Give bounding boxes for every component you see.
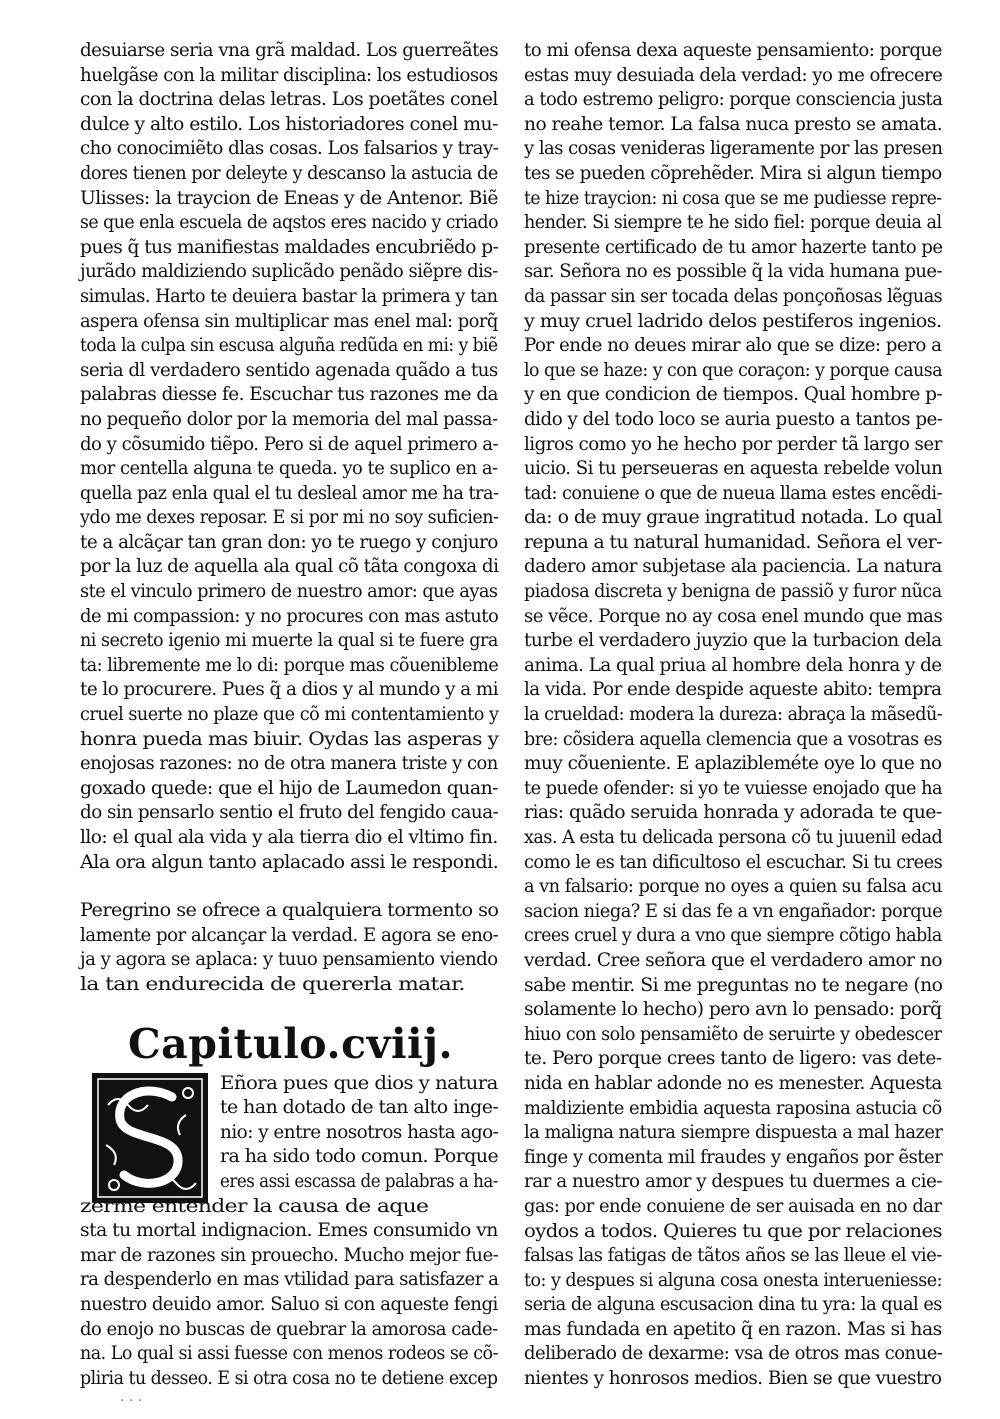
text-line: y muy cruel ladrido delos pestiferos ingenios. bbox=[524, 309, 942, 332]
text-line: oydos a todos. Quieres tu que por relaciones bbox=[524, 1219, 942, 1242]
chapter-summary bbox=[80, 898, 498, 996]
chapter-full-lines bbox=[80, 1194, 498, 1391]
text-line: seria de alguna escusacion dina tu yra: la qual es bbox=[524, 1293, 942, 1316]
text-line: sar. Señora no es possible q̃ la vida humana pue- bbox=[524, 260, 943, 283]
text-line: cruel suerte no plaze que cõ mi contentamiento y bbox=[80, 703, 499, 726]
text-line: do sin pensarlo sentio el fruto del fengido caua- bbox=[80, 801, 499, 824]
text-line: muy cõueniente. E aplazibleméte oye lo que no bbox=[524, 752, 942, 775]
text-line: pliria tu desseo. E si otra cosa no te detiene excep bbox=[80, 1366, 498, 1389]
text-line: nuestro deuido amor. Saluo si con aqueste fengi bbox=[80, 1292, 498, 1315]
text-line: mor centella alguna te queda. yo te suplico en a- bbox=[80, 457, 498, 480]
text-line: lamente por alcançar la verdad. E agora se eno- bbox=[80, 923, 499, 946]
text-line: Peregrino se ofrece a qualquiera tormento so bbox=[80, 899, 499, 922]
text-line: te han dotado de tan alto inge- bbox=[220, 1096, 499, 1119]
text-line: se vẽce. Porque no ay cosa enel mundo que mas bbox=[524, 604, 943, 627]
text-line: ra ha sido todo comun. Porque bbox=[220, 1145, 499, 1168]
text-line: te lo procurere. Pues q̃ a dios y al mundo y a mi bbox=[80, 678, 499, 701]
text-line: llo: el qual ala vida y ala tierra dio el vltimo fin. bbox=[80, 826, 498, 848]
text-line: eres assi escassa de palabras a ha- bbox=[220, 1169, 498, 1192]
text-line: do enojo no buscas de quebrar la amorosa cade- bbox=[80, 1317, 498, 1340]
text-line: da passar sin ser tocada delas ponçoñosas lẽguas bbox=[524, 284, 943, 307]
text-line: ni secreto igenio mi muerte la qual si te fuere gra bbox=[80, 629, 498, 652]
decorated-initial-icon bbox=[92, 1073, 208, 1203]
summary-gap bbox=[80, 997, 498, 1017]
text-line: ste el vinculo primero de nuestro amor: que ayas bbox=[80, 580, 498, 603]
text-line: desuiarse seria vna grã maldad. Los guerreãtes bbox=[80, 39, 499, 61]
text-line: toda la culpa sin escusa alguña redũda en mi: y biẽ bbox=[80, 334, 498, 357]
text-line: ra despenderlo en mas vtilidad para satisfazer a bbox=[80, 1268, 499, 1291]
text-line: de mi compassion: y no procures con mas astuto bbox=[80, 604, 499, 627]
right-column-text bbox=[524, 38, 942, 1391]
text-line: hender. Si siempre te he sido fiel: porque deuia al bbox=[524, 211, 942, 234]
text-line: no pequeño dolor por la memoria del mal passa- bbox=[80, 407, 498, 430]
text-line: uicio. Si tu perseueras en aquesta rebelde volun bbox=[524, 457, 943, 480]
text-line: la tan endurecida de quererla matar. bbox=[80, 972, 465, 995]
text-line: cho conocimiẽto dlas cosas. Los falsarios y tray- bbox=[80, 137, 499, 160]
text-line: da: o de muy graue ingratitud notada. Lo qual bbox=[524, 506, 943, 529]
text-line: sta tu mortal indignacion. Emes consumido vn bbox=[80, 1219, 498, 1242]
text-line: aspera ofensa sin multiplicar mas enel mal: porq̃ bbox=[80, 309, 498, 332]
text-line: repuna a tu natural humanidad. Señora el ver- bbox=[524, 530, 942, 553]
text-line: te. Pero porque crees tanto de ligero: vas dete- bbox=[524, 1047, 942, 1070]
text-line: quella paz enla qual el tu desleal amor me ha tra- bbox=[80, 481, 499, 504]
paragraph-1 bbox=[80, 38, 498, 874]
text-line: ligros como yo he hecho por perder tã largo ser bbox=[524, 432, 942, 455]
text-line: pues q̃ tus manifiestas maldades encubriẽdo p- bbox=[80, 235, 499, 258]
text-line: no reahe temor. La falsa nuca presto se amata. bbox=[524, 112, 943, 135]
text-line: con la doctrina delas letras. Los poetãtes conel bbox=[80, 88, 498, 111]
chapter-title: Capitulo.cviij. bbox=[128, 1019, 454, 1068]
text-line: tad: conuiene o que de nueua llama estes encẽdi- bbox=[524, 481, 943, 504]
text-line: ta: libremente me lo di: porque mas cõuenibleme bbox=[80, 653, 499, 676]
text-line: dulce y alto estilo. Los historiadores conel mu- bbox=[80, 112, 498, 135]
text-line: huelgãse con la militar disciplina: los estudiosos bbox=[80, 63, 498, 86]
text-line: la vida. Por ende despide aqueste abito: tempra bbox=[524, 678, 942, 701]
text-line: como le es tan dificultoso el escuchar. Si tu crees bbox=[524, 850, 943, 873]
text-line: anima. La qual priua al hombre dela honra y de bbox=[524, 653, 942, 676]
text-line: te a alcãçar tan gran don: yo te ruego y conjuro bbox=[80, 530, 498, 553]
text-line: deliberado de dexarme: vsa de otros mas conue- bbox=[524, 1342, 943, 1365]
text-line: to: y despues si alguna cosa onesta interueniesse: bbox=[524, 1268, 942, 1291]
text-line: honra pueda mas biuir. Oydas las asperas y bbox=[80, 727, 499, 750]
text-line: Ulisses: la traycion de Eneas y de Antenor. Biẽ bbox=[80, 186, 498, 209]
text-line: a vn falsario: porque no oyes a quien su falsa acu bbox=[524, 875, 942, 898]
text-line: seria dl verdadero sentido agenada quãdo a tus bbox=[80, 358, 498, 381]
paragraph-gap bbox=[80, 874, 498, 898]
text-line: Ala ora algun tanto aplacado assi le respondi. bbox=[80, 850, 499, 873]
text-line: y las cosas venideras ligeramente por las presen bbox=[524, 137, 943, 160]
text-line: palabras diesse fe. Escuchar tus razones me da bbox=[80, 383, 498, 406]
text-line: ja y agora se aplaca: y tuuo pensamiento viendo bbox=[80, 948, 498, 971]
text-line: do y cõsumido tiẽpo. Pero si de aquel primero a- bbox=[80, 432, 499, 455]
right-column bbox=[524, 38, 942, 1391]
text-line: solamente lo hecho) pero avn lo pensado: porq̃ bbox=[524, 998, 942, 1021]
text-line: simulas. Harto te deuiera bastar la primera y tan bbox=[80, 284, 498, 307]
text-line: Eñora pues que dios y natura bbox=[220, 1071, 498, 1094]
text-line: sabe mentir. Si me preguntas no te negare (no bbox=[524, 973, 943, 996]
chapter-body bbox=[80, 1071, 498, 1413]
text-line: crees cruel y dura a vno que siempre cõtigo habla bbox=[524, 924, 942, 947]
text-line: hiuo con solo pensamiẽto de seruirte y obedescer bbox=[524, 1022, 942, 1045]
text-line: Por ende no deues mirar alo que se dize: pero a bbox=[524, 334, 942, 357]
text-line: te puede ofender: si yo te vuiesse enojado que ha bbox=[524, 776, 943, 799]
text-line: xas. A esta tu delicada persona cõ tu juuenil edad bbox=[524, 826, 943, 848]
text-line: rar a nuestro amor y despues tu duermes a cie- bbox=[524, 1170, 942, 1193]
text-line: dadero amor subjetase ala paciencia. La natura bbox=[524, 555, 942, 578]
text-line: nida en hablar adonde no es menester. Aquesta bbox=[524, 1071, 942, 1094]
text-line: zerme entender la causa de aque bbox=[80, 1194, 429, 1217]
text-line: sacion niega? E si das fe a vn engañador: porque bbox=[524, 899, 943, 922]
text-line: to mi ofensa dexa aqueste pensamiento: porque bbox=[524, 39, 942, 61]
text-line: dores tienen por deleyte y descanso la astucia de bbox=[80, 161, 498, 184]
text-line: a todo estremo peligro: porque consciencia justa bbox=[524, 88, 943, 111]
text-line: dido y del todo loco se auria puesto a tantos pe- bbox=[524, 407, 943, 430]
text-line: la crueldad: modera la dureza: abraça la mãsedũ- bbox=[524, 703, 943, 726]
text-line: goxado quede: que el hijo de Laumedon quan- bbox=[80, 776, 499, 799]
text-line: lo que se haze: y con que coraçon: y porque causa bbox=[524, 358, 943, 381]
bottom-marks: · · · bbox=[120, 1393, 143, 1410]
text-line: y en que condicion de tiempos. Qual hombre p- bbox=[524, 383, 943, 406]
text-line: se que enla escuela de aqstos eres nacido y criado bbox=[80, 211, 499, 234]
text-line: presente certificado de tu amor hazerte tanto pe bbox=[524, 235, 943, 258]
text-line: falsas las fatigas de tãtos años se las lleue el vie- bbox=[524, 1244, 942, 1267]
text-line: turbe el verdadero juyzio que la turbacion dela bbox=[524, 629, 942, 652]
text-line: verdad. Cree señora que el verdadero amor no bbox=[524, 948, 943, 971]
text-line: gas: por ende conuiene de ser auisada en no dar bbox=[524, 1194, 942, 1217]
text-line: piadosa discreta y benigna de passiõ y furor nũca bbox=[524, 580, 942, 603]
text-line: jurãdo maldiziendo suplicãdo penãdo siẽpre dis- bbox=[80, 260, 498, 283]
text-line: te hize traycion: ni cosa que se me pudiesse repre- bbox=[524, 186, 942, 209]
text-line: nientes y honrosos medios. Bien se que vuestro bbox=[524, 1367, 942, 1390]
text-line: mas fundada en apetito q̃ en razon. Mas si has bbox=[524, 1317, 942, 1340]
chapter-indented-lines bbox=[220, 1071, 498, 1194]
text-line: finge y comenta mil fraudes y engaños por ẽster bbox=[524, 1145, 943, 1168]
text-line: tes se pueden cõprehẽder. Mira si algun tiempo bbox=[524, 161, 942, 184]
left-column bbox=[80, 38, 498, 1412]
text-line: nio: y entre nosotros hasta ago- bbox=[220, 1120, 499, 1143]
text-line: enojosas razones: no de otra manera triste y con bbox=[80, 752, 498, 775]
text-line: rias: quãdo seruida honrada y adorada te que- bbox=[524, 801, 942, 824]
text-line: mar de razones sin prouecho. Mucho mejor fue- bbox=[80, 1243, 499, 1266]
text-line: ydo me dexes reposar. E si por mi no soy suficien- bbox=[80, 506, 499, 529]
text-line: maldiziente embidia aquesta raposina astucia cõ bbox=[524, 1096, 942, 1119]
text-line: na. Lo qual si assi fuesse con menos rodeos se cõ- bbox=[80, 1342, 498, 1365]
text-line: estas muy desuiada dela verdad: yo me ofrecere bbox=[524, 63, 943, 86]
text-line: la maligna natura siempre dispuesta a mal hazer bbox=[524, 1121, 943, 1144]
text-line: por la luz de aquella ala qual cõ tãta congoxa di bbox=[80, 555, 499, 578]
text-line: bre: cõsidera aquella clemencia que a vosotras es bbox=[524, 727, 943, 750]
